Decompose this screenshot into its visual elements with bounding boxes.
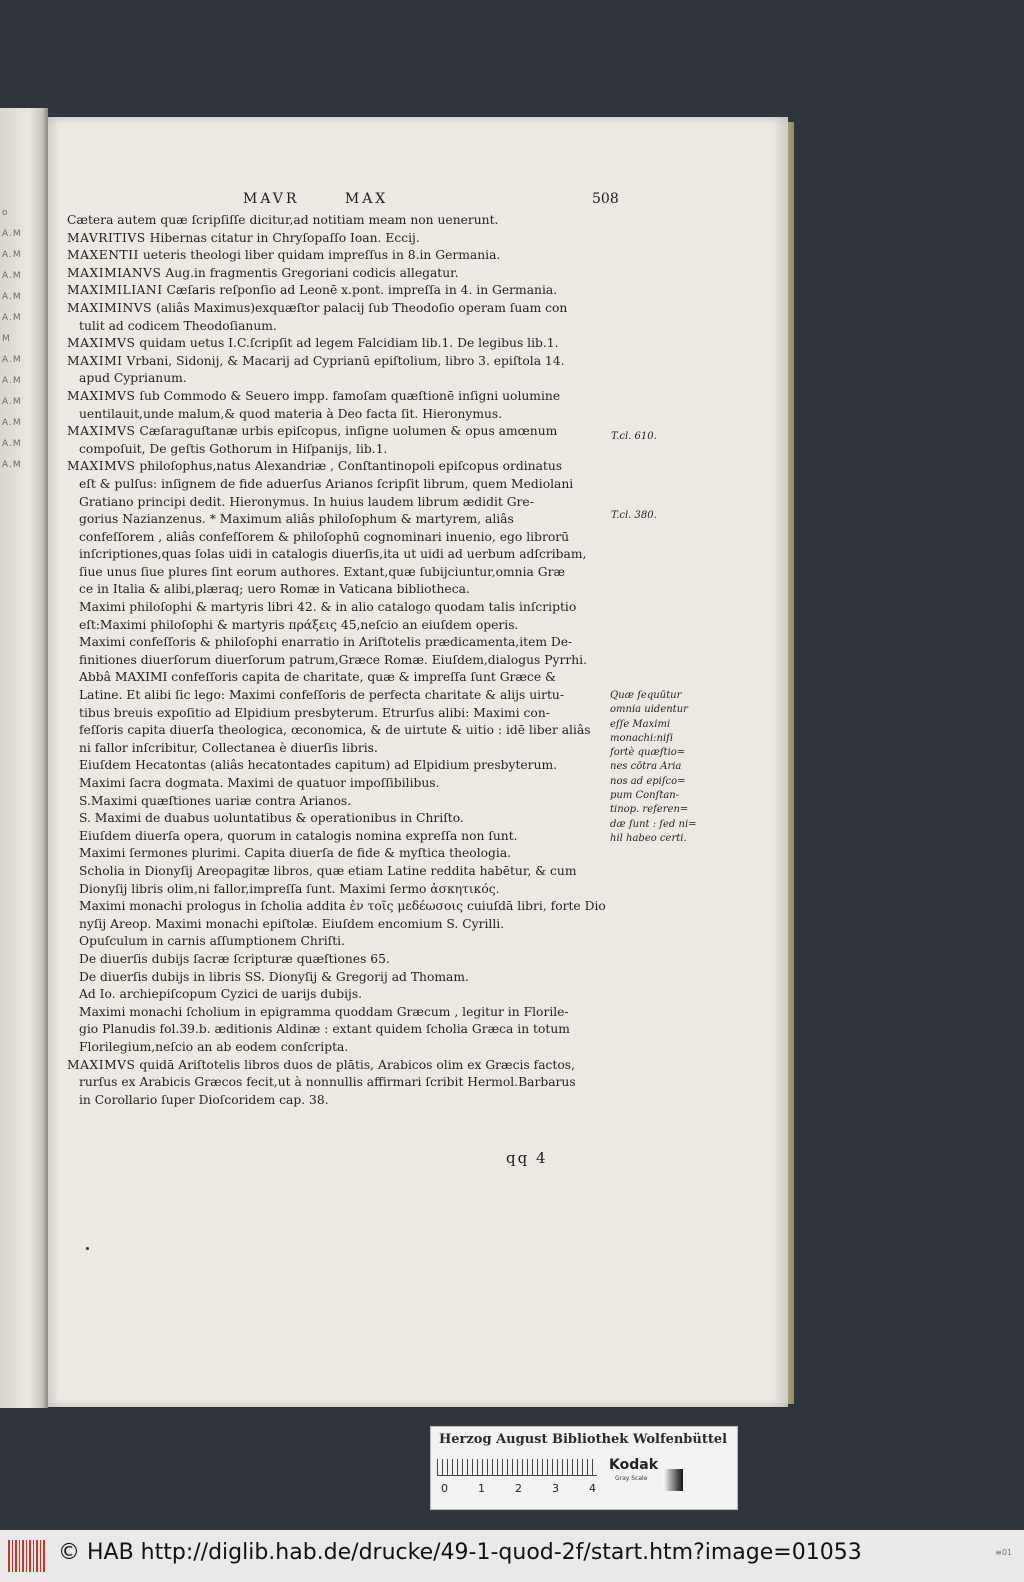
text-line: [67, 740, 607, 758]
text-line: [67, 247, 607, 265]
ruler-number: 2: [515, 1482, 522, 1495]
facing-page-fragment: A.M: [2, 229, 22, 239]
text-line: [67, 458, 607, 476]
text-line: [67, 951, 607, 969]
facing-page-fragment: A.M: [2, 292, 22, 302]
entry-name: MAXIMI: [67, 353, 123, 368]
line-text: Opuſculum in carnis aſſumptionem Chriſti.: [79, 934, 345, 949]
line-text: gio Planudis fol.39.b. æditionis Aldinæ : extant quidem ſcholia Græca in totum: [79, 1022, 570, 1037]
line-text: Hibernas citatur in Chryſopaſſo Ioan. Eccij.: [149, 230, 420, 245]
text-line: [67, 828, 607, 846]
facing-page-fragment: M: [2, 334, 11, 344]
marginal-note-line: Quæ ſequūtur: [610, 690, 682, 701]
line-text: S.Maximi quæſtiones uariæ contra Arianos.: [79, 793, 352, 808]
marginal-note-line: dæ ſunt : ſed ni=: [610, 818, 697, 830]
text-line: [67, 617, 607, 635]
ruler-number: 3: [552, 1482, 559, 1495]
text-line: [67, 986, 607, 1004]
line-text: Maximi philoſophi & martyris libri 42. & in alio catalogo quodam talis inſcriptio: [79, 600, 577, 615]
footer-small-mark: ≡01: [995, 1548, 1012, 1557]
text-line: [67, 969, 607, 987]
text-line: [67, 898, 607, 916]
line-text: confeſſorem , aliâs confeſſorem & philoſophū cognominari inuenio, ego librorū: [79, 529, 570, 544]
entry-name: MAXIMVS: [67, 424, 136, 439]
text-line: [67, 511, 607, 529]
marginal-note-maximi-monachi: [610, 689, 697, 846]
marginal-note-tcl-380: T.cl. 380.: [611, 510, 657, 521]
text-line: [67, 775, 607, 793]
line-text: nyſij Areop. Maximi monachi epiſtolæ. Eiuſdem encomium S. Cyrilli.: [79, 916, 505, 931]
kodak-logo: Kodak: [609, 1457, 658, 1473]
line-text: eſt & pulſus: inſignem de fide aduerſus Arianos ſcripſit librum, quem Mediolani: [79, 476, 574, 491]
line-text: Maximi ſermones plurimi. Capita diuerſa de fide & myſtica theologia.: [79, 846, 512, 861]
line-text: gorius Nazianzenus. * Maximum aliâs philoſophum & martyrem, aliâs: [79, 512, 514, 527]
text-line: [67, 388, 607, 406]
marginal-note-tcl-610: T.cl. 610.: [611, 431, 657, 442]
running-head-right: MAX: [344, 191, 389, 207]
folio-number: 508: [592, 191, 619, 207]
marginal-note-line: nos ad epiſco=: [610, 775, 686, 787]
running-head: [243, 191, 388, 207]
line-text: eſt:Maximi philoſophi & martyris πράξεις 45,neſcio an eiuſdem operis.: [79, 617, 519, 632]
text-line: [67, 1074, 607, 1092]
line-text: Maximi confeſſoris & philoſophi enarratio in Ariſtotelis prædicamenta,item De-: [79, 635, 573, 650]
line-text: in Corollario ſuper Dioſcoridem cap. 38.: [79, 1092, 329, 1107]
line-text: uentilauit,unde malum,& quod materia à Deo facta ſit. Hieronymus.: [79, 406, 503, 421]
entry-name: MAXIMVS: [67, 388, 136, 403]
facing-page-fragment: A.M: [2, 460, 22, 470]
entry-name: MAVRITIVS: [67, 230, 146, 245]
line-text: Abbâ MAXIMI confeſſoris capita de charitate, quæ & impreſſa ſunt Græce &: [79, 670, 556, 685]
line-text: Cætera autem quæ ſcripſiſſe dicitur,ad notitiam meam non uenerunt.: [67, 213, 499, 227]
text-line: [67, 581, 607, 599]
signature-mark: qq 4: [506, 1149, 548, 1167]
text-line: [67, 423, 607, 441]
line-text: Maximi monachi ſcholium in epigramma quoddam Græcum , legitur in Florile-: [79, 1004, 569, 1019]
entry-name: MAXIMVS: [67, 1057, 136, 1072]
text-line: [67, 318, 607, 336]
ruler-number: 0: [441, 1482, 448, 1495]
line-text: Vrbani, Sidonij, & Macarij ad Cyprianū epiſtolium, libro 3. epiſtola 14.: [126, 353, 565, 368]
line-text: De diuerſis dubijs ſacræ ſcripturæ quæſtiones 65.: [79, 951, 390, 966]
line-text: Eiuſdem Hecatontas (aliâs hecatontades capitum) ad Elpidium presbyterum.: [79, 758, 558, 773]
text-line: [67, 476, 607, 494]
text-line: [67, 529, 607, 547]
text-line: [67, 1092, 607, 1110]
text-line: [67, 810, 607, 828]
line-text: philoſophus,natus Alexandriæ , Conſtantinopoli epiſcopus ordinatus: [139, 459, 563, 474]
line-text: Maximi monachi prologus in ſcholia addita ἐν τοῖς μεδέωσοις cuiuſdā libri, forte Dio: [79, 899, 606, 914]
line-text: Dionyſij libris olim,ni fallor,impreſſa ſunt. Maximi ſermo ἀσκητικός.: [79, 881, 500, 896]
line-text: rurſus ex Arabicis Græcos fecit,ut à nonnullis affirmari ſcribit Hermol.Barbarus: [79, 1075, 576, 1090]
gray-scale-label: Gray Scale: [615, 1475, 648, 1482]
line-text: quidā Ariſtotelis libros duos de plātis, Arabicos olim ex Græcis factos,: [139, 1057, 575, 1072]
line-text: Gratiano principi dedit. Hieronymus. In huius laudem librum ædidit Gre-: [79, 494, 534, 509]
text-line: [67, 265, 607, 283]
marginal-note-line: tinop. referen=: [610, 804, 689, 816]
line-text: Latine. Et alibi ſic lego: Maximi confeſſoris de perfecta charitate & alijs uirtu-: [79, 688, 564, 703]
text-line: [67, 564, 607, 582]
text-line: [67, 335, 607, 353]
facing-page-fragment: A.M: [2, 250, 22, 260]
text-line: [67, 916, 607, 934]
line-text: Cæſaris reſponſio ad Leonē x.pont. impreſſa in 4. in Germania.: [166, 283, 558, 298]
text-line: [67, 705, 607, 723]
book-page: [48, 117, 788, 1407]
line-text: (aliâs Maximus)exquæſtor palacij ſub Theodoſio operam ſuam con: [156, 300, 568, 315]
text-line: [67, 406, 607, 424]
gray-swatch: [663, 1469, 683, 1491]
facing-page-fragment: A.M: [2, 355, 22, 365]
library-name: Herzog August Bibliothek Wolfenbüttel: [439, 1432, 728, 1447]
line-text: Scholia in Dionyſij Areopagitæ libros, quæ etiam Latine reddita habētur, & cum: [79, 863, 577, 878]
marginal-note-line: hil habeo certi.: [610, 832, 687, 844]
entry-name: MAXIMILIANI: [67, 283, 163, 298]
text-line: [67, 1039, 607, 1057]
text-line: [67, 863, 607, 881]
copyright-url[interactable]: © HAB http://diglib.hab.de/drucke/49-1-quod-2f/start.htm?image=01053: [58, 1540, 862, 1565]
ruler-number: 4: [589, 1482, 596, 1495]
facing-page-fragment: A.M: [2, 397, 22, 407]
marginal-note-line: monachi:niſi: [610, 732, 674, 744]
line-text: Cæſaraguſtanæ urbis epiſcopus, inſigne uolumen & opus amœnum: [139, 424, 558, 439]
line-text: Maximi ſacra dogmata. Maximi de quatuor impoſſibilibus.: [79, 776, 440, 790]
facing-page-fragment: A.M: [2, 418, 22, 428]
line-text: tibus breuis expoſitio ad Elpidium presbyterum. Etrurſus alibi: Maximi con-: [79, 705, 550, 720]
text-line: [67, 1021, 607, 1039]
marginal-note-line: fortè quæſtio=: [610, 747, 686, 759]
entry-name: MAXIMIANVS: [67, 265, 162, 280]
text-line: [67, 722, 607, 740]
text-line: [67, 494, 607, 512]
facing-page-fragment: A.M: [2, 271, 22, 281]
line-text: De diuerſis dubijs in libris SS. Dionyſij & Gregorij ad Thomam.: [79, 969, 469, 984]
text-line: [67, 652, 607, 670]
facing-page-edge: [0, 108, 48, 1408]
line-text: ſub Commodo & Seuero impp. famoſam quæſtionē inſigni uolumine: [139, 388, 561, 403]
library-color-card: [430, 1426, 738, 1510]
facing-page-fragment: o: [2, 208, 9, 218]
entry-name: MAXENTII: [67, 248, 139, 263]
text-line: [67, 793, 607, 811]
line-text: Eiuſdem diuerſa opera, quorum in catalogis nomina expreſſa non ſunt.: [79, 828, 518, 843]
line-text: quidam uetus I.C.ſcripſit ad legem Falcidiam lib.1. De legibus lib.1.: [139, 336, 559, 351]
line-text: S. Maximi de duabus uoluntatibus & operationibus in Chriſto.: [79, 811, 464, 826]
page-body-text: [67, 212, 607, 1109]
facing-page-fragment: A.M: [2, 376, 22, 386]
text-line: [67, 1057, 607, 1075]
text-line: [67, 1004, 607, 1022]
line-text: ſiue unus ſiue plures ſint eorum authores. Extant,quæ ſubijciuntur,omnia Græ: [79, 564, 566, 579]
text-line: [67, 687, 607, 705]
entry-name: MAXIMVS: [67, 336, 136, 351]
line-text: Ad Io. archiepiſcopum Cyzici de uarijs dubijs.: [79, 987, 363, 1002]
text-line: [67, 353, 607, 371]
text-line: [67, 230, 607, 248]
entry-name: MAXIMINVS: [67, 300, 153, 315]
text-line: [67, 757, 607, 775]
line-text: ueteris theologi liber quidam impreſſus in 8.in Germania.: [142, 248, 501, 263]
marginal-note-line: omnia uidentur: [610, 704, 688, 716]
line-text: ce in Italia & alibi,plæraq; uero Romæ in Vaticana bibliotheca.: [79, 582, 470, 597]
ink-speck: [86, 1247, 89, 1250]
text-line: [67, 845, 607, 863]
ruler-number: 1: [478, 1482, 485, 1495]
line-text: compoſuit, De geſtis Gothorum in Hiſpanijs, lib.1.: [79, 441, 388, 456]
text-line: [67, 300, 607, 318]
text-line: [67, 881, 607, 899]
marginal-note-line: nes cōtra Aria: [610, 761, 682, 773]
line-text: Florilegium,neſcio an ab eodem conſcripta.: [79, 1039, 349, 1054]
text-line: [67, 669, 607, 687]
line-text: Aug.in fragmentis Gregoriani codicis allegatur.: [165, 265, 459, 280]
marginal-note-line: eſſe Maximi: [610, 718, 671, 730]
text-line: [67, 933, 607, 951]
text-line: [67, 282, 607, 300]
line-text: feſſoris capita diuerſa theologica, œconomica, & de uirtute & uitio : idē liber aliâs: [79, 723, 591, 738]
text-line: [67, 441, 607, 459]
text-line: [67, 370, 607, 388]
text-line: [67, 634, 607, 652]
line-text: inſcriptiones,quas ſolas uidi in catalogis diuerſis,ita ut uidi ad uerbum adſcribam,: [79, 547, 587, 562]
marginal-note-line: pum Conſtan-: [610, 790, 680, 802]
line-text: ni fallor inſcribitur, Collectanea è diuerſis libris.: [79, 740, 378, 755]
line-text: tulit ad codicem Theodoſianum.: [79, 318, 277, 333]
line-text: finitiones diuerſorum diuerſorum patrum,Græce Romæ. Eiuſdem,dialogus Pyrrhi.: [79, 652, 588, 667]
facing-page-fragment: A.M: [2, 439, 22, 449]
viewer-footer: [0, 1530, 1024, 1582]
text-line: [67, 212, 607, 230]
running-head-left: MAVR: [243, 191, 300, 207]
text-line: [67, 546, 607, 564]
text-line: [67, 599, 607, 617]
entry-name: MAXIMVS: [67, 459, 136, 474]
hab-barcode-icon: [8, 1540, 46, 1572]
scale-ruler: [437, 1459, 597, 1476]
facing-page-fragment: A.M: [2, 313, 22, 323]
line-text: apud Cyprianum.: [79, 371, 187, 386]
